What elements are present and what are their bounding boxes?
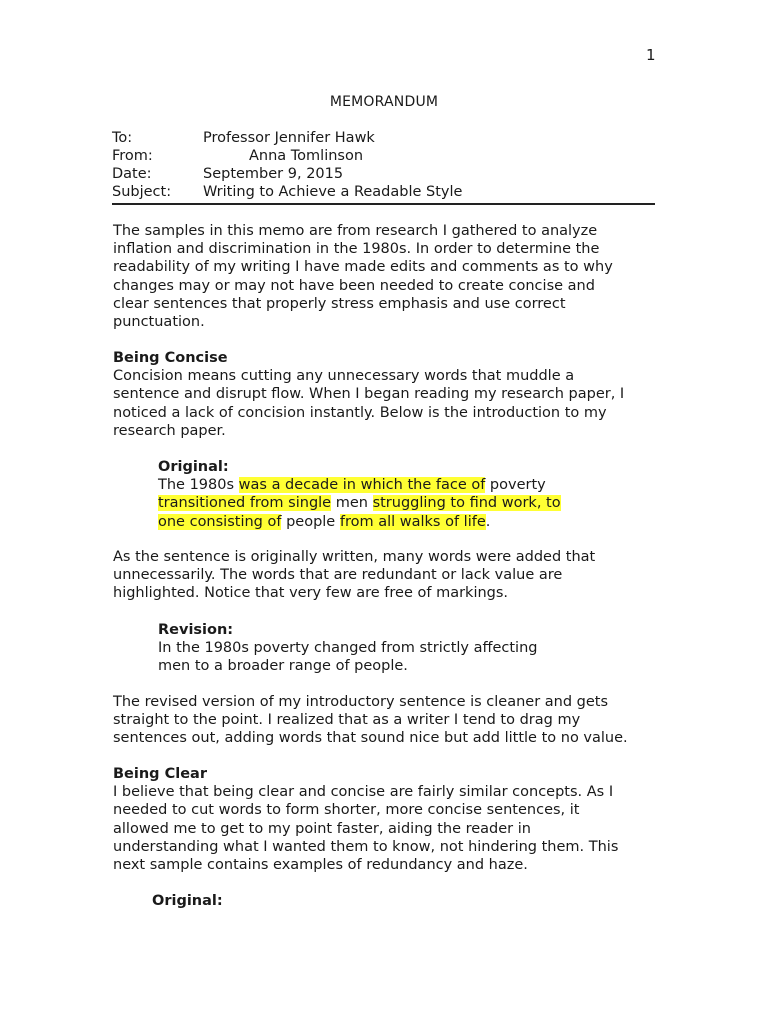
plain-text: people xyxy=(281,513,340,530)
revision-analysis-paragraph xyxy=(113,693,673,748)
text-line: clear sentences that properly stress emphasis and use correct xyxy=(113,295,566,312)
date-value: September 9, 2015 xyxy=(203,166,344,182)
to-value: Professor Jennifer Hawk xyxy=(203,130,375,146)
highlighted-text: one consisting of xyxy=(158,513,282,530)
original-line-3 xyxy=(158,513,638,531)
text-line: noticed a lack of concision instantly. Below is the introduction to my xyxy=(113,404,607,421)
text-line: sentences out, adding words that sound nice but add little to no value. xyxy=(113,730,628,747)
section-heading-clear: Being Clear xyxy=(113,766,207,782)
text-line: In the 1980s poverty changed from strictly affecting xyxy=(158,640,538,657)
text-line: Concision means cutting any unnecessary words that muddle a xyxy=(113,368,575,385)
original-line-1 xyxy=(158,476,638,494)
text-line: sentence and disrupt flow. When I began reading my research paper, I xyxy=(113,386,625,403)
revision-label: Revision: xyxy=(158,622,234,638)
text-line: The revised version of my introductory sentence is cleaner and gets xyxy=(113,694,609,710)
text-line: The samples in this memo are from research I gathered to analyze xyxy=(113,223,598,239)
header-row-subject xyxy=(112,183,656,201)
original-sample-1 xyxy=(158,458,638,531)
plain-text: men xyxy=(331,495,373,512)
text-line: inflation and discrimination in the 1980s. In order to determine the xyxy=(113,241,600,258)
text-line: straight to the point. I realized that as a writer I tend to drag my xyxy=(113,712,581,729)
subject-value: Writing to Achieve a Readable Style xyxy=(203,184,463,200)
original-label: Original: xyxy=(152,893,223,909)
text-line: understanding what I wanted them to know, not hindering them. This xyxy=(113,838,619,855)
revision-sample xyxy=(158,621,638,676)
header-row-date xyxy=(112,165,656,183)
header-row-to xyxy=(112,129,656,147)
text-line: research paper. xyxy=(113,422,226,439)
header-row-from xyxy=(112,147,656,165)
memo-header xyxy=(112,129,656,201)
header-divider xyxy=(112,203,655,205)
text-line: men to a broader range of people. xyxy=(158,658,408,675)
concise-section xyxy=(113,349,673,440)
memo-title: MEMORANDUM xyxy=(329,94,439,110)
to-label: To: xyxy=(112,130,133,146)
text-line: unnecessarily. The words that are redundant or lack value are xyxy=(113,567,563,584)
text-line: allowed me to get to my point faster, aiding the reader in xyxy=(113,820,531,837)
text-line: readability of my writing I have made edits and comments as to why xyxy=(113,259,613,276)
plain-text: poverty xyxy=(485,477,546,494)
highlighted-text: was a decade in which the face of xyxy=(238,477,486,494)
plain-text: . xyxy=(485,513,491,530)
subject-label: Subject: xyxy=(112,184,172,200)
highlighted-text: transitioned from single xyxy=(158,495,332,512)
original-sample-2 xyxy=(152,892,632,910)
date-label: Date: xyxy=(112,166,152,182)
from-value: Anna Tomlinson xyxy=(249,148,364,164)
original-label: Original: xyxy=(158,459,229,475)
section-heading-concise: Being Concise xyxy=(113,350,228,366)
intro-paragraph xyxy=(113,222,673,331)
text-line: highlighted. Notice that very few are free of markings. xyxy=(113,585,509,602)
plain-text: The 1980s xyxy=(158,477,239,494)
text-line: changes may or may not have been needed to create concise and xyxy=(113,277,595,294)
text-line: As the sentence is originally written, many words were added that xyxy=(113,549,596,565)
text-line: needed to cut words to form shorter, more concise sentences, it xyxy=(113,802,580,819)
analysis-paragraph xyxy=(113,548,673,603)
text-line: punctuation. xyxy=(113,314,205,331)
from-label: From: xyxy=(112,148,153,164)
clear-section xyxy=(113,765,673,874)
text-line: next sample contains examples of redundancy and haze. xyxy=(113,857,528,874)
page-number: 1 xyxy=(646,46,656,64)
highlighted-text: struggling to find work, to xyxy=(372,495,561,512)
text-line: I believe that being clear and concise are fairly similar concepts. As I xyxy=(113,784,614,801)
original-line-2 xyxy=(158,494,638,512)
highlighted-text: from all walks of life xyxy=(339,513,486,530)
